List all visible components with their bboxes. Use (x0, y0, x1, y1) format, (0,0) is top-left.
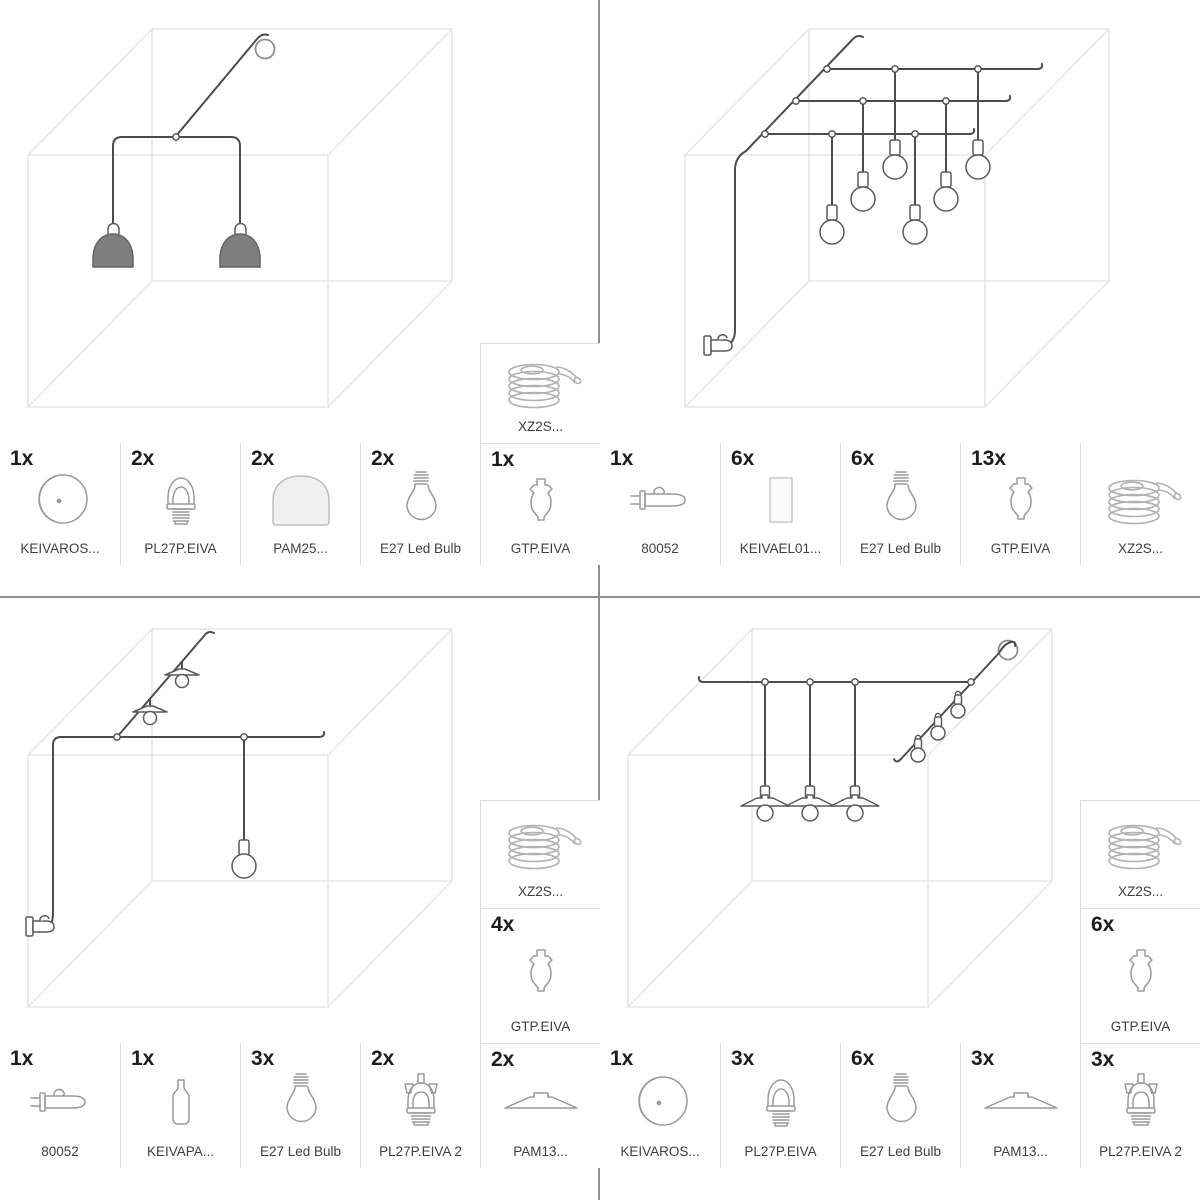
cable-grip-icon (481, 927, 600, 1017)
cable-grip-icon (1081, 927, 1200, 1017)
part-quantity: 1x (131, 1047, 155, 1070)
dome-pendant-left (93, 224, 133, 268)
part-cell[interactable] (0, 1043, 120, 1168)
cube-wireframe (685, 29, 1109, 407)
part-quantity: 6x (851, 447, 875, 470)
lamp-holder-hook-icon (1081, 1062, 1200, 1142)
part-quantity: 2x (131, 447, 155, 470)
ceiling-rose-icon (0, 461, 120, 539)
cable-junction (173, 134, 179, 140)
cable-coil-icon (481, 807, 600, 882)
part-quantity: 3x (971, 1047, 995, 1070)
cable-junction (241, 734, 247, 740)
part-code: PL27P.EIVA (744, 1144, 817, 1159)
cable-grip-icon (961, 461, 1080, 539)
plug-icon (0, 1061, 120, 1142)
part-code: GTP.EIVA (1110, 1019, 1171, 1034)
part-code: PAM13... (513, 1144, 568, 1159)
part-code: PAM13... (993, 1144, 1048, 1159)
flat-shade-pendants (741, 786, 879, 821)
feed-cable (724, 36, 1042, 346)
part-cell[interactable] (1080, 908, 1200, 1043)
part-cell[interactable] (0, 443, 120, 565)
cable-coil-icon (481, 350, 600, 417)
part-cell[interactable] (360, 443, 480, 565)
part-code: E27 Led Bulb (379, 541, 462, 556)
part-quantity: 6x (1091, 913, 1115, 936)
led-bulb-icon (841, 461, 960, 539)
part-quantity: 13x (971, 447, 1007, 470)
plug-icon (600, 461, 720, 539)
part-cell[interactable] (840, 1043, 960, 1168)
bare-bulb (232, 840, 256, 878)
flat-shade-icon (481, 1062, 600, 1142)
part-code: KEIVAROS... (620, 1144, 700, 1159)
part-quantity: 3x (1091, 1048, 1115, 1071)
part-code: XZ2S... (517, 884, 563, 899)
ceiling-hook-icon (256, 40, 275, 59)
cable-grip-icon (481, 462, 600, 539)
lamp-holder-icon (721, 1061, 840, 1142)
part-cell[interactable] (480, 800, 600, 908)
part-cell[interactable] (720, 443, 840, 565)
part-quantity: 1x (610, 1047, 634, 1070)
part-cell[interactable] (840, 443, 960, 565)
part-cell[interactable] (360, 1043, 480, 1168)
lamp-holder-hook-icon (361, 1061, 480, 1142)
diagram-ceiling-grid-bulbs (600, 0, 1200, 443)
grid-divider-horizontal (0, 596, 1200, 598)
part-cell[interactable] (120, 443, 240, 565)
part-code: GTP.EIVA (510, 1019, 571, 1034)
cube-wireframe (28, 629, 452, 1007)
part-cell[interactable] (480, 908, 600, 1043)
part-code: XZ2S... (1117, 541, 1163, 556)
part-code: PL27P.EIVA (144, 541, 217, 556)
lamp-holder-icon (121, 461, 240, 539)
led-bulb-icon (841, 1061, 960, 1142)
part-quantity: 2x (251, 447, 275, 470)
part-quantity: 3x (731, 1047, 755, 1070)
cube-wireframe (628, 629, 1052, 1007)
part-cell[interactable] (240, 1043, 360, 1168)
part-code: E27 Led Bulb (859, 1144, 942, 1159)
part-quantity: 1x (10, 447, 34, 470)
part-quantity: 1x (491, 448, 515, 471)
part-cell[interactable] (480, 1043, 600, 1168)
bottle-element-icon (121, 1061, 240, 1142)
part-code: E27 Led Bulb (859, 541, 942, 556)
part-cell[interactable] (960, 443, 1080, 565)
led-bulb-icon (361, 461, 480, 539)
part-cell[interactable] (240, 443, 360, 565)
part-quantity: 4x (491, 913, 515, 936)
part-cell[interactable] (480, 443, 600, 565)
part-code: PL27P.EIVA 2 (379, 1144, 462, 1159)
part-cell[interactable] (120, 1043, 240, 1168)
cable-element-icon (721, 461, 840, 539)
part-quantity: 2x (371, 447, 395, 470)
part-code: 80052 (41, 1144, 79, 1159)
part-code: PL27P.EIVA 2 (1099, 1144, 1182, 1159)
part-code: 80052 (641, 541, 679, 556)
part-quantity: 1x (10, 1047, 34, 1070)
cable-coil-icon (1081, 807, 1200, 882)
ceiling-rose-icon (600, 1061, 720, 1142)
part-code: XZ2S... (517, 419, 563, 434)
part-cell[interactable] (600, 443, 720, 565)
part-cell[interactable] (600, 1043, 720, 1168)
part-cell[interactable] (1080, 443, 1200, 565)
cable-junction (114, 734, 120, 740)
cable-coil-icon (1081, 461, 1200, 539)
part-code: KEIVAEL01... (739, 541, 822, 556)
part-quantity: 3x (251, 1047, 275, 1070)
part-code: GTP.EIVA (510, 541, 571, 556)
part-quantity: 2x (491, 1048, 515, 1071)
part-code: KEIVAROS... (20, 541, 100, 556)
part-code: E27 Led Bulb (259, 1144, 342, 1159)
part-code: PAM25... (273, 541, 328, 556)
part-cell[interactable] (960, 1043, 1080, 1168)
part-cell[interactable] (1080, 800, 1200, 908)
part-cell[interactable] (1080, 1043, 1200, 1168)
flat-shade-lamp (133, 669, 199, 725)
part-cell[interactable] (720, 1043, 840, 1168)
part-quantity: 1x (610, 447, 634, 470)
dome-shade-icon (241, 461, 360, 539)
part-code: KEIVAPA... (146, 1144, 215, 1159)
part-quantity: 6x (851, 1047, 875, 1070)
pendant-cable (113, 35, 268, 231)
dome-pendant-right (220, 224, 260, 268)
part-quantity: 6x (731, 447, 755, 470)
part-quantity: 2x (371, 1047, 395, 1070)
power-plug-icon (704, 335, 732, 355)
led-bulb-icon (241, 1061, 360, 1142)
part-code: GTP.EIVA (990, 541, 1051, 556)
flat-shade-icon (961, 1061, 1080, 1142)
part-code: XZ2S... (1117, 884, 1163, 899)
power-plug-icon (26, 916, 54, 936)
part-cell[interactable] (480, 343, 600, 443)
